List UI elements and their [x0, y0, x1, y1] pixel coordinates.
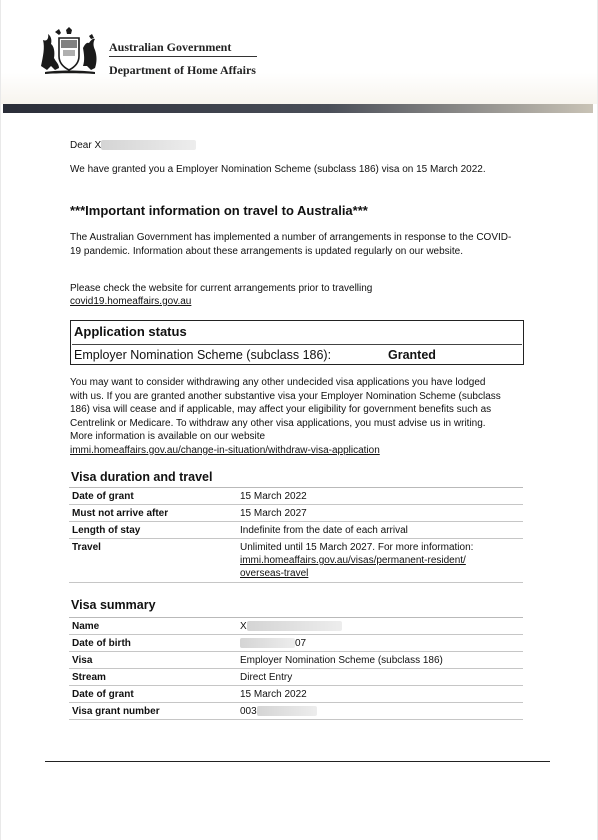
travel-text: Unlimited until 15 March 2027. For more information:: [240, 542, 474, 553]
redacted-grant-number: [257, 706, 317, 716]
visa-duration-title: Visa duration and travel: [71, 470, 213, 484]
name-value: X: [240, 621, 247, 632]
salutation: [70, 139, 530, 153]
withdraw-text: You may want to consider withdrawing any other undecided visa applications you have lodged with us. If you are granted another substantive visa your Employer Nomination Scheme (subclass 186) visa will cease and if applicable, may affect your eligibility for government benefits such as Centrelink or Medicare. To withdraw any other visa applications, you must advise us in writing. More information is available on our website: [70, 377, 501, 442]
row-value: 15 March 2022: [240, 689, 307, 700]
covid-link-line: [70, 295, 530, 309]
redacted-dob: [240, 638, 295, 648]
redacted-name: [247, 621, 342, 631]
visa-duration-table: [69, 487, 523, 583]
covid-paragraph: The Australian Government has implemented a number of arrangements in response to the COVID-19 pandemic. Information about these arrangements is updated regularly on our website.: [70, 232, 512, 257]
table-row: [69, 618, 523, 635]
visa-summary-table: [69, 617, 523, 720]
letter-page: [1, 0, 597, 840]
row-value: 15 March 2027: [240, 508, 307, 519]
row-value: Direct Entry: [240, 672, 293, 683]
row-label: Visa grant number: [72, 706, 160, 717]
coat-of-arms-icon: [37, 26, 101, 78]
application-status-value: Granted: [388, 348, 436, 362]
row-value: [240, 541, 510, 580]
row-label: Date of grant: [72, 689, 134, 700]
travel-link[interactable]: immi.homeaffairs.gov.au/visas/permanent-resident/: [240, 555, 466, 566]
row-value: [240, 637, 510, 650]
grant-number-value: 003: [240, 706, 257, 717]
row-value: [240, 620, 510, 633]
row-label: Name: [72, 621, 100, 632]
agency-name: Australian Government: [109, 40, 232, 54]
table-row: [69, 686, 523, 703]
covid-link[interactable]: covid19.homeaffairs.gov.au: [70, 296, 192, 307]
travel-heading: ***Important information on travel to Australia***: [70, 203, 368, 218]
row-label: Travel: [72, 542, 101, 553]
salutation-text: Dear X: [70, 140, 102, 151]
check-line: Please check the website for current arrangements prior to travelling: [70, 283, 373, 294]
table-row: [69, 635, 523, 652]
grant-sentence: We have granted you a Employer Nomination Scheme (subclass 186) visa on 15 March 2022.: [70, 164, 486, 175]
table-row: [69, 539, 523, 583]
visa-summary-title: Visa summary: [71, 598, 156, 612]
department-name: Department of Home Affairs: [109, 63, 256, 77]
row-value: 15 March 2022: [240, 491, 307, 502]
travel-link-continued[interactable]: overseas-travel: [240, 568, 309, 579]
application-status-title: Application status: [74, 324, 187, 339]
table-row: [69, 669, 523, 686]
withdraw-paragraph: [70, 376, 502, 457]
redacted-name: [101, 140, 196, 150]
table-row: [69, 488, 523, 505]
application-status-row: [72, 344, 522, 364]
footer-divider: [45, 761, 550, 762]
letterhead-divider: [109, 56, 257, 57]
row-label: Date of grant: [72, 491, 134, 502]
row-value: Indefinite from the date of each arrival: [240, 525, 408, 536]
application-status-box: [70, 320, 524, 365]
row-value: [240, 705, 510, 718]
header-bar: [3, 104, 593, 113]
row-label: Stream: [72, 672, 106, 683]
withdraw-link[interactable]: immi.homeaffairs.gov.au/change-in-situation/withdraw-visa-application: [70, 444, 380, 456]
row-label: Length of stay: [72, 525, 141, 536]
table-row: [69, 522, 523, 539]
row-label: Must not arrive after: [72, 508, 169, 519]
row-value: Employer Nomination Scheme (subclass 186): [240, 655, 443, 666]
row-label: Date of birth: [72, 638, 131, 649]
table-row: [69, 505, 523, 522]
table-row: [69, 652, 523, 669]
application-status-visa: Employer Nomination Scheme (subclass 186):: [74, 348, 332, 362]
row-label: Visa: [72, 655, 93, 666]
table-row: [69, 703, 523, 720]
dob-value: 07: [295, 638, 307, 649]
